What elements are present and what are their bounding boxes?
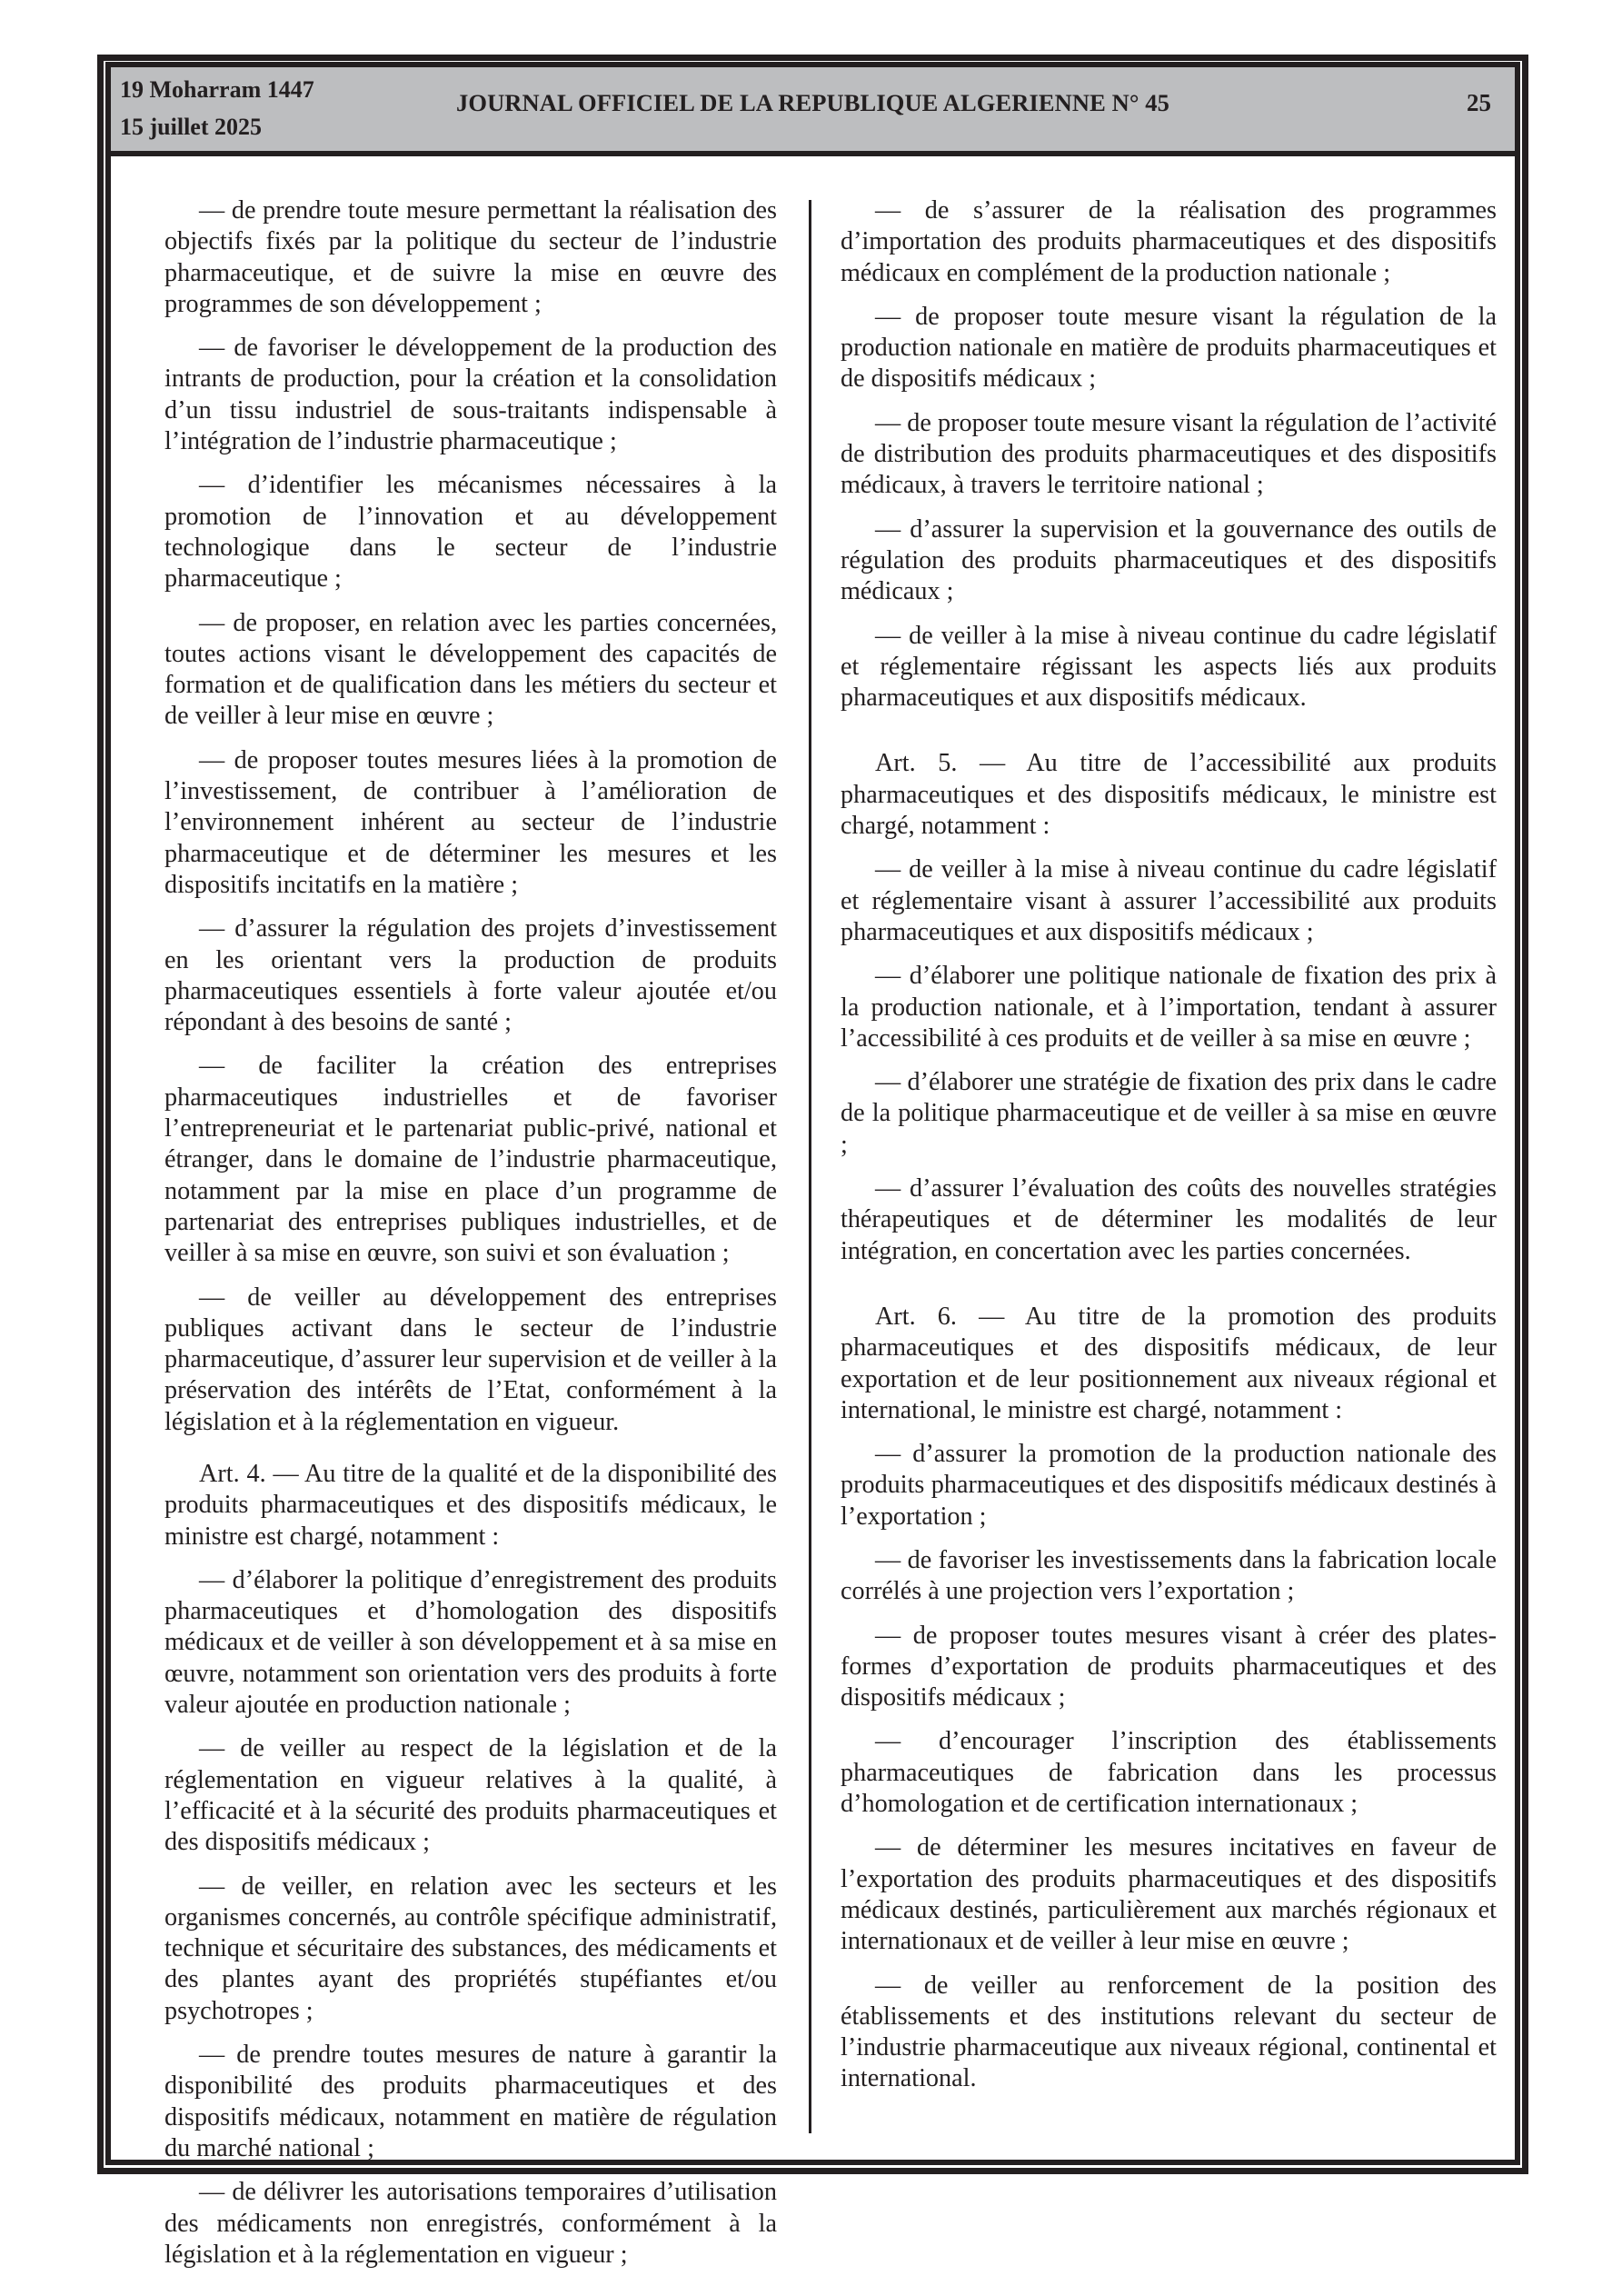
left-column <box>164 195 777 2283</box>
column-divider <box>809 200 811 2133</box>
paragraph: — d’élaborer une politique nationale de fixation des prix à la production nationale, et à l’importation, tendant à assurer l’accessibilité à ces produits et de veiller à sa mise en œuvre ; <box>841 962 1497 1053</box>
paragraph: — de veiller à la mise à niveau continue du cadre législatif et réglementaire régissant les aspects liés aux produits pharmaceutiques et aux dispositifs médicaux. <box>841 621 1497 713</box>
page-number: 25 <box>1467 89 1491 116</box>
paragraph: — d’identifier les mécanismes nécessaires à la promotion de l’innovation et au développement technologique dans le secteur de l’industrie pharmaceutique ; <box>164 471 777 594</box>
paragraph: — de délivrer les autorisations temporaires d’utilisation des médicaments non enregistrés, conformément à la législation et à la réglementation en vigueur ; <box>164 2178 777 2269</box>
paragraph: — de veiller au respect de la législation et de la réglementation en vigueur relatives à la qualité, à l’efficacité et à la sécurité des produits pharmaceutiques et des dispositifs médicaux ; <box>164 1734 777 1857</box>
paragraph: — d’assurer la supervision et la gouvernance des outils de régulation des produits pharmaceutiques et des dispositifs médicaux ; <box>841 514 1497 606</box>
paragraph: — d’encourager l’inscription des établissements pharmaceutiques de fabrication dans les processus d’homologation et de certification internationaux ; <box>841 1727 1497 1819</box>
paragraph: — d’assurer la régulation des projets d’investissement en les orientant vers la production de produits pharmaceutiques essentiels à forte valeur ajoutée et/ou répondant à des besoins de santé ; <box>164 914 777 1037</box>
paragraph: — de prendre toute mesure permettant la réalisation des objectifs fixés par la politique du secteur de l’industrie pharmaceutique, et de suivre la mise en œuvre des programmes de son développement ; <box>164 196 777 318</box>
article-5-heading: Art. 5. — Au titre de l’accessibilité aux produits pharmaceutiques et des dispositifs médicaux, le ministre est chargé, notamment : <box>841 749 1497 841</box>
paragraph: — de veiller à la mise à niveau continue du cadre législatif et réglementaire visant à assurer l’accessibilité aux produits pharmaceutiques et aux dispositifs médicaux ; <box>841 855 1497 946</box>
paragraph: — de proposer, en relation avec les parties concernées, toutes actions visant le développement des capacités de formation et de qualification dans les métiers du secteur et de veiller à leur mise en œuvre ; <box>164 608 777 731</box>
paragraph: — d’élaborer une stratégie de fixation des prix dans le cadre de la politique pharmaceutique et de veiller à sa mise en œuvre ; <box>841 1068 1497 1159</box>
paragraph: — de favoriser le développement de la production des intrants de production, pour la création et la consolidation d’un tissu industriel de sous-traitants indispensable à l’intégration de l’industrie pharmaceutique ; <box>164 334 777 456</box>
paragraph: — de proposer toutes mesures liées à la promotion de l’investissement, de contribuer à l’amélioration de l’environnement inhérent au secteur de l’industrie pharmaceutique et de déterminer les mesures et les dispositifs incitatifs en la matière ; <box>164 745 777 899</box>
hijri-date: 19 Moharram 1447 <box>120 76 314 103</box>
paragraph: — de faciliter la création des entreprises pharmaceutiques industrielles et de favoriser l’entrepreneuriat et le partenariat public-privé, national et étranger, dans le domaine de l’industrie pharmaceutique, notamment par la mise en place d’un programme de partenariat des entreprises publiques industrielles, et de veiller à sa mise en œuvre, son suivi et son évaluation ; <box>164 1052 777 1268</box>
paragraph: — de veiller, en relation avec les secteurs et les organismes concernés, au contrôle spécifique administratif, technique et sécuritaire des substances, des médicaments et des plantes ayant des propriétés stupéfiantes et/ou psychotropes ; <box>164 1872 777 2025</box>
paragraph: — d’assurer la promotion de la production nationale des produits pharmaceutiques et des dispositifs médicaux destinés à l’exportation ; <box>841 1440 1497 1531</box>
paragraph: — de déterminer les mesures incitatives en faveur de l’exportation des produits pharmaceutiques et des dispositifs médicaux destinés, particulièrement aux marchés régionaux et internationaux et de veiller à leur mise en œuvre ; <box>841 1833 1497 1956</box>
paragraph: — de proposer toutes mesures visant à créer des plates-formes d’exportation de produits pharmaceutiques et des dispositifs médicaux ; <box>841 1621 1497 1712</box>
paragraph: — de veiller au développement des entreprises publiques activant dans le secteur de l’industrie pharmaceutique, d’assurer leur supervision et de veiller à la préservation des intérêts de l’Etat, conformément à la législation et à la réglementation en vigueur. <box>164 1283 777 1436</box>
journal-title: JOURNAL OFFICIEL DE LA REPUBLIQUE ALGERIENNE N° 45 <box>456 89 1169 116</box>
right-column <box>841 195 1497 2108</box>
paragraph: — de proposer toute mesure visant la régulation de l’activité de distribution des produits pharmaceutiques et des dispositifs médicaux, à travers le territoire national ; <box>841 408 1497 500</box>
journal-header <box>111 67 1515 156</box>
paragraph: — de s’assurer de la réalisation des programmes d’importation des produits pharmaceutiques et des dispositifs médicaux en complément de la production nationale ; <box>841 196 1497 287</box>
gregorian-date: 15 juillet 2025 <box>120 114 262 140</box>
paragraph: — de proposer toute mesure visant la régulation de la production nationale en matière de produits pharmaceutiques et de dispositifs médicaux ; <box>841 302 1497 394</box>
article-4-heading: Art. 4. — Au titre de la qualité et de la disponibilité des produits pharmaceutiques et des dispositifs médicaux, le ministre est chargé, notamment : <box>164 1459 777 1551</box>
article-6-heading: Art. 6. — Au titre de la promotion des produits pharmaceutiques et des dispositifs médicaux, de leur exportation et de leur positionnement aux niveaux régional et international, le ministre est chargé, notamment : <box>841 1302 1497 1424</box>
paragraph: — de veiller au renforcement de la position des établissements et des institutions relevant du secteur de l’industrie pharmaceutique aux niveaux régional, continental et international. <box>841 1971 1497 2093</box>
paragraph: — de favoriser les investissements dans la fabrication locale corrélés à une projection vers l’exportation ; <box>841 1545 1497 1606</box>
paragraph: — de prendre toutes mesures de nature à garantir la disponibilité des produits pharmaceutiques et des dispositifs médicaux, notamment en matière de régulation du marché national ; <box>164 2041 777 2162</box>
paragraph: — d’élaborer la politique d’enregistrement des produits pharmaceutiques et d’homologation des dispositifs médicaux et de veiller à son développement et à sa mise en œuvre, notamment son orientation vers des produits à forte valeur ajoutée en production nationale ; <box>164 1565 777 1720</box>
paragraph: — d’assurer l’évaluation des coûts des nouvelles stratégies thérapeutiques et de déterminer les modalités de leur intégration, en concertation avec les parties concernées. <box>841 1174 1497 1265</box>
